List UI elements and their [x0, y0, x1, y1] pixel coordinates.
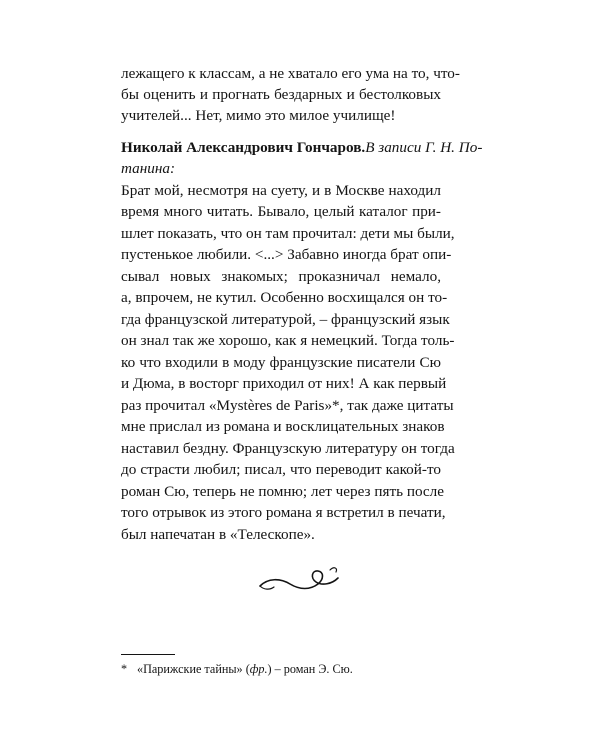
quote-line: роман Сю, теперь не помню; лет через пять после	[121, 483, 444, 500]
quote-line: ко что входили в моду французские писатели Сю	[121, 354, 441, 371]
footnote-abbr: фр.	[249, 662, 268, 676]
entry-heading	[121, 137, 483, 159]
quote-line: до страсти любил; писал, что переводит какой-то	[121, 461, 441, 478]
quote-line: мне прислал из романа и восклицательных знаков	[121, 418, 445, 435]
quote-line: сывал новых знакомых; проказничал немало,	[121, 268, 441, 285]
footnote-mark: *	[121, 662, 128, 676]
footnote-text-b: ) – роман Э. Сю.	[267, 662, 353, 676]
text-line: бы оценить и прогнать бездарных и бестолковых	[121, 86, 441, 103]
quote-line: а, впрочем, не кутил. Особенно восхищался он то-	[121, 289, 448, 306]
quote-line: гда французской литературой, – французский язык	[121, 311, 450, 328]
author-name: Николай Александрович Гончаров.	[121, 139, 366, 156]
footnote-text-a: «Парижские тайны» (	[137, 662, 250, 676]
quote-line: время много читать. Бывало, целый каталог при-	[121, 203, 441, 220]
source-note: В записи Г. Н. По-	[365, 139, 483, 156]
quote-line: наставил бездну. Французскую литературу он тогда	[121, 440, 455, 457]
quote-line: он знал так же хорошо, как я немецкий. Тогда толь-	[121, 332, 455, 349]
quote-line: раз прочитал «Mystères de Paris»*, так даже цитаты	[121, 397, 454, 414]
quote-line: шлет показать, что он там прочитал: дети мы были,	[121, 225, 455, 242]
quote-line: и Дюма, в восторг приходил от них! А как первый	[121, 375, 447, 392]
quote-line: пустенькое любили. <...> Забавно иногда брат опи-	[121, 246, 452, 263]
source-note-cont: танина:	[121, 160, 176, 177]
quote-line: того отрывок из этого романа я встретил в печати,	[121, 504, 446, 521]
footnote-rule	[121, 654, 175, 655]
quote-line: Брат мой, несмотря на суету, и в Москве находил	[121, 182, 441, 199]
text-line: учителей... Нет, мимо это милое училище!	[121, 107, 396, 124]
quote-line: был напечатан в «Телескопе».	[121, 526, 315, 543]
text-line: лежащего к классам, а не хватало его ума на то, что-	[121, 65, 460, 82]
footnote	[121, 660, 441, 678]
flourish-ornament-icon	[254, 560, 344, 600]
